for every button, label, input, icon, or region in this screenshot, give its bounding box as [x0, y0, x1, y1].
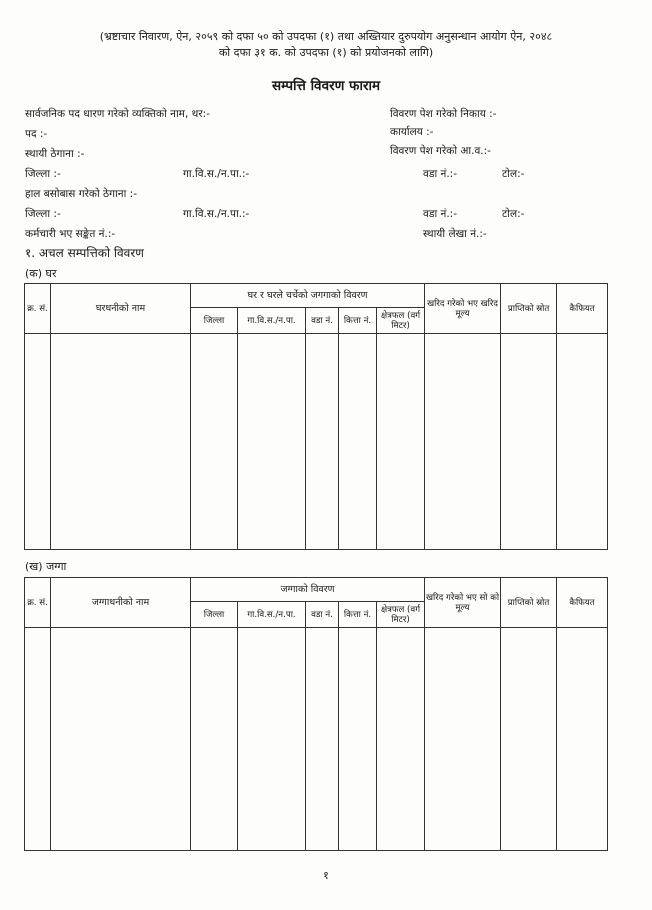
ward-label-1: वडा नं.:- — [423, 168, 458, 180]
section-heading: १. अचल सम्पत्तिको विवरण — [25, 246, 144, 260]
house-col-remarks: कैफियत — [557, 284, 608, 334]
land-col-remarks: कैफियत — [557, 578, 608, 628]
land-col-vdc: गा.वि.स./न.पा. — [238, 602, 306, 628]
house-table — [24, 283, 608, 550]
page-number: १ — [323, 869, 329, 882]
vdc-label-2: गा.वि.स./न.पा.:- — [183, 208, 250, 220]
holder-name-label: सार्वजनिक पद धारण गरेको व्यक्तिको नाम, थर:- — [25, 108, 210, 120]
tole-label-1: टोल:- — [502, 168, 525, 180]
land-col-source: प्राप्तिको स्रोत — [501, 578, 557, 628]
header-line-2: को दफा ३१ क. को उपदफा (१) को प्रयोजनको लागि) — [218, 46, 434, 59]
account-no-label: स्थायी लेखा नं.:- — [423, 228, 487, 240]
land-subheading: (ख) जग्गा — [25, 560, 67, 573]
house-col-district: जिल्ला — [191, 308, 238, 334]
land-col-district: जिल्ला — [191, 602, 238, 628]
vdc-label-1: गा.वि.स./न.पा.:- — [183, 168, 250, 180]
house-subheading: (क) घर — [25, 267, 57, 280]
land-col-group: जग्गाको विवरण — [191, 578, 425, 602]
employee-no-label: कर्मचारी भए सङ्केत नं.:- — [25, 228, 116, 240]
fiscal-year-label: विवरण पेश गरेको आ.व.:- — [390, 145, 491, 157]
post-label: पद :- — [25, 128, 48, 140]
house-col-owner: घरधनीको नाम — [51, 284, 191, 334]
tole-label-2: टोल:- — [502, 208, 525, 220]
office-label: कार्यालय :- — [390, 126, 434, 138]
district-label-2: जिल्ला :- — [25, 208, 61, 220]
house-col-vdc: गा.वि.स./न.पा. — [238, 308, 306, 334]
land-table — [24, 577, 608, 851]
house-col-area: क्षेत्रफल (वर्ग मिटर) — [377, 308, 425, 334]
house-col-group: घर र घरले चर्चेको जगगाको विवरण — [191, 284, 425, 308]
land-table-body-row — [25, 628, 608, 851]
land-col-sn: क्र. सं. — [25, 578, 51, 628]
house-col-plot: कित्ता नं. — [339, 308, 377, 334]
current-address-label: हाल बसोबास गरेको ठेगाना :- — [25, 188, 137, 200]
land-col-area: क्षेत्रफल (वर्ग मिटर) — [377, 602, 425, 628]
ward-label-2: वडा नं.:- — [423, 208, 458, 220]
district-label-1: जिल्ला :- — [25, 168, 61, 180]
land-col-plot: कित्ता नं. — [339, 602, 377, 628]
land-col-price: खरिद गरेको भए सो को मूल्य — [425, 578, 501, 628]
house-col-sn: क्र. सं. — [25, 284, 51, 334]
permanent-address-label: स्थायी ठेगाना :- — [25, 148, 85, 160]
house-col-source: प्राप्तिको स्रोत — [501, 284, 557, 334]
header-line-1: (भ्रष्टाचार निवारण, ऐन, २०५९ को दफा ५० को उपदफा (१) तथा अख्तियार दुरुपयोग अनुसन्धान आयोग ऐन, २०४८ — [99, 30, 553, 43]
submitting-body-label: विवरण पेश गरेको निकाय :- — [390, 108, 497, 120]
land-col-ward: वडा नं. — [306, 602, 339, 628]
land-col-owner: जग्गाधनीको नाम — [51, 578, 191, 628]
form-title: सम्पत्ति विवरण फाराम — [271, 78, 381, 94]
house-col-price: खरिद गरेको भए खरिद मूल्य — [425, 284, 501, 334]
house-col-ward: वडा नं. — [306, 308, 339, 334]
house-table-body-row — [25, 334, 608, 550]
